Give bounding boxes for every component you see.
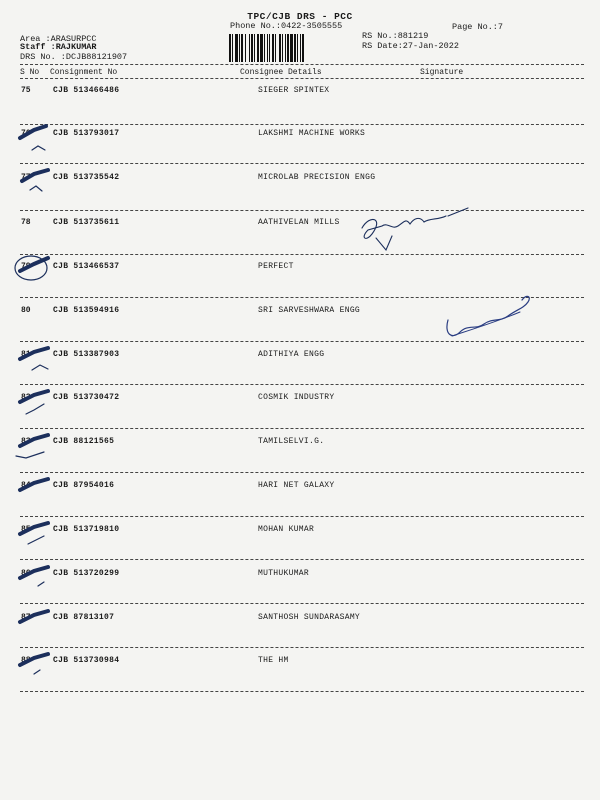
divider xyxy=(20,428,584,429)
barcode-bar xyxy=(300,34,301,62)
table-row xyxy=(0,393,600,437)
row-consignment: CJB 513735611 xyxy=(53,218,120,227)
barcode-bar xyxy=(241,34,243,62)
barcode-bar xyxy=(272,34,274,62)
row-sno: 83 xyxy=(21,437,31,446)
table-row xyxy=(0,218,600,262)
divider xyxy=(20,124,584,125)
table-row xyxy=(0,481,600,525)
divider xyxy=(20,603,584,604)
row-consignee: TAMILSELVI.G. xyxy=(258,437,325,446)
row-consignment: CJB 87813107 xyxy=(53,613,115,622)
row-consignee: SRI SARVESHWARA ENGG xyxy=(258,306,361,315)
row-sno: 86 xyxy=(21,569,31,578)
barcode-bar xyxy=(275,34,276,62)
barcode-bar xyxy=(239,34,240,62)
row-consignee: MICROLAB PRECISION ENGG xyxy=(258,173,376,182)
page-number: Page No.:7 xyxy=(452,22,504,32)
column-header-sno: S No xyxy=(20,68,40,77)
barcode-bar xyxy=(245,34,246,62)
rs-date: RS Date:27-Jan-2022 xyxy=(362,41,459,51)
divider xyxy=(20,341,584,342)
divider xyxy=(20,78,584,79)
barcode-bar xyxy=(287,34,289,62)
row-consignment: CJB 513720299 xyxy=(53,569,120,578)
row-consignee: HARI NET GALAXY xyxy=(258,481,335,490)
row-consignment: CJB 513719810 xyxy=(53,525,120,534)
row-sno: 85 xyxy=(21,525,31,534)
row-sno: 75 xyxy=(21,86,31,95)
barcode-bar xyxy=(302,34,304,62)
document-title: TPC/CJB DRS - PCC xyxy=(247,11,353,22)
barcode-bar xyxy=(267,34,268,62)
divider xyxy=(20,210,584,211)
drs-number: DRS No. :DCJB88121907 xyxy=(20,52,128,62)
row-consignment: CJB 87954016 xyxy=(53,481,115,490)
table-row xyxy=(0,437,600,481)
table-row xyxy=(0,129,600,173)
barcode-bar xyxy=(290,34,293,62)
table-row xyxy=(0,613,600,657)
column-header-consignee: Consignee Details xyxy=(240,68,322,77)
barcode-bar xyxy=(257,34,259,62)
row-consignment: CJB 513730472 xyxy=(53,393,120,402)
row-consignment: CJB 513594916 xyxy=(53,306,120,315)
divider xyxy=(20,472,584,473)
row-sno: 78 xyxy=(21,218,31,227)
barcode-bar xyxy=(269,34,270,62)
divider xyxy=(20,559,584,560)
row-sno: 77 xyxy=(21,173,31,182)
row-consignee: MUTHUKUMAR xyxy=(258,569,310,578)
table-row xyxy=(0,569,600,613)
table-row xyxy=(0,306,600,350)
barcode-bar xyxy=(232,34,233,62)
barcode-bar xyxy=(251,34,253,62)
barcode-bar xyxy=(264,34,265,62)
row-sno: 84 xyxy=(21,481,31,490)
row-consignment: CJB 88121565 xyxy=(53,437,115,446)
barcode xyxy=(229,34,351,62)
row-consignee: SIEGER SPINTEX xyxy=(258,86,330,95)
row-consignee: THE HM xyxy=(258,656,289,665)
barcode-bar xyxy=(249,34,250,62)
barcode-bar xyxy=(282,34,283,62)
area-label: Area :ARASURPCC xyxy=(20,34,97,44)
table-row xyxy=(0,262,600,306)
row-consignment: CJB 513466486 xyxy=(53,86,120,95)
barcode-bar xyxy=(254,34,255,62)
barcode-bar xyxy=(260,34,263,62)
row-consignee: PERFECT xyxy=(258,262,294,271)
barcode-bar xyxy=(229,34,231,62)
barcode-bar xyxy=(235,34,238,62)
row-sno: 80 xyxy=(21,306,31,315)
row-sno: 81 xyxy=(21,350,31,359)
table-row xyxy=(0,656,600,700)
rs-number: RS No.:881219 xyxy=(362,31,429,41)
row-consignment: CJB 513387903 xyxy=(53,350,120,359)
column-header-consignment: Consignment No xyxy=(50,68,118,77)
row-consignment: CJB 513466537 xyxy=(53,262,120,271)
divider xyxy=(20,254,584,255)
barcode-bar xyxy=(294,34,296,62)
barcode-bar xyxy=(285,34,286,62)
divider xyxy=(20,384,584,385)
divider xyxy=(20,163,584,164)
row-sno: 87 xyxy=(21,613,31,622)
divider xyxy=(20,516,584,517)
row-consignee: COSMIK INDUSTRY xyxy=(258,393,335,402)
row-consignee: MOHAN KUMAR xyxy=(258,525,315,534)
row-consignee: LAKSHMI MACHINE WORKS xyxy=(258,129,366,138)
column-header-signature: Signature xyxy=(420,68,464,77)
row-consignment: CJB 513730984 xyxy=(53,656,120,665)
divider xyxy=(20,647,584,648)
row-consignee: ADITHIYA ENGG xyxy=(258,350,325,359)
phone-number: Phone No.:0422-3505555 xyxy=(230,21,343,31)
row-consignee: AATHIVELAN MILLS xyxy=(258,218,340,227)
divider xyxy=(20,691,584,692)
row-consignee: SANTHOSH SUNDARASAMY xyxy=(258,613,361,622)
barcode-bar xyxy=(279,34,281,62)
table-row xyxy=(0,350,600,394)
row-sno: 82 xyxy=(21,393,31,402)
table-row xyxy=(0,525,600,569)
row-sno: 76 xyxy=(21,129,31,138)
row-sno: 88 xyxy=(21,656,31,665)
barcode-bar xyxy=(297,34,298,62)
row-sno: 79 xyxy=(21,262,31,271)
divider xyxy=(20,64,584,65)
row-consignment: CJB 513735542 xyxy=(53,173,120,182)
staff-label: Staff :RAJKUMAR xyxy=(20,42,97,52)
divider xyxy=(20,297,584,298)
row-consignment: CJB 513793017 xyxy=(53,129,120,138)
